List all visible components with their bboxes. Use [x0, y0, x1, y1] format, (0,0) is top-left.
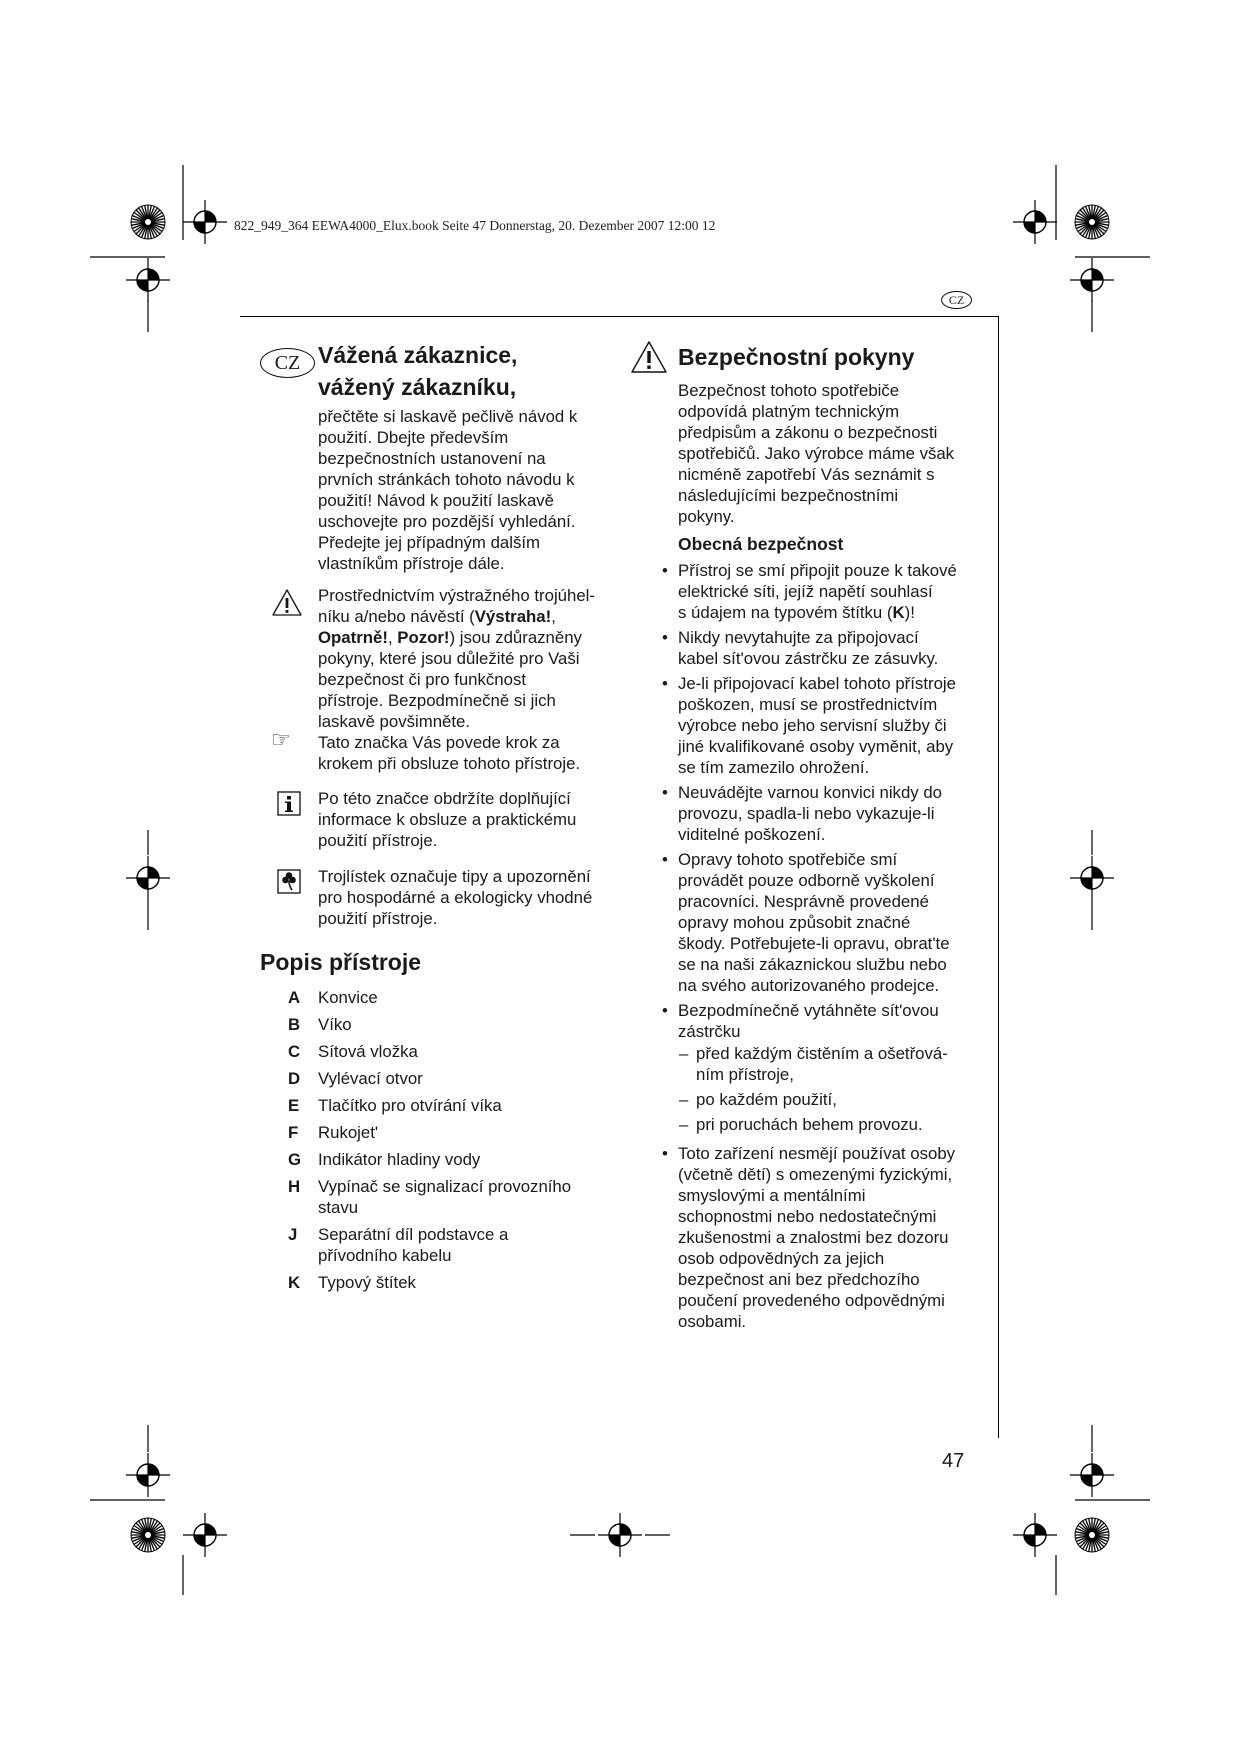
info-icon	[277, 791, 301, 816]
safety-item-line: výrobce nebo jeho servisní služby či	[678, 716, 947, 735]
safety-item-line: Opravy tohoto spotřebiče smí	[678, 850, 898, 869]
warning-line: Prostřednictvím výstražného trojúhel-	[318, 586, 595, 605]
part-item	[288, 1014, 618, 1035]
caution-keyword: Opatrně!	[318, 628, 388, 647]
rating-plate-key: K	[892, 603, 905, 622]
part-key: A	[288, 988, 301, 1007]
safety-item-line: Nikdy nevytahujte za připojovací	[678, 628, 919, 647]
part-label: Indikátor hladiny vody	[318, 1150, 481, 1169]
warning-line	[318, 627, 618, 648]
device-description-title: Popis přístroje	[260, 949, 422, 975]
part-label-line: Vypínač se signalizací provozního	[318, 1177, 572, 1196]
safety-subitem-line: pri poruchách behem provozu.	[696, 1115, 923, 1134]
safety-item-line: poučení provedeného odpovědnými	[678, 1291, 945, 1310]
bullet-marker: •	[662, 1144, 668, 1163]
right-margin-rule	[998, 316, 999, 1438]
safety-item	[662, 782, 982, 845]
safety-item	[662, 627, 982, 669]
safety-item-line: osob odpovědných za jejich	[678, 1249, 885, 1268]
part-item	[288, 1149, 618, 1170]
part-label: Víko	[318, 1015, 352, 1034]
language-badge	[260, 348, 315, 378]
safety-item	[662, 849, 982, 996]
safety-item-line: Toto zařízení nesmějí používat osoby	[678, 1144, 956, 1163]
safety-subitem	[679, 1043, 982, 1085]
header-rule	[240, 316, 999, 317]
warning-triangle-icon	[271, 588, 303, 617]
clover-note-line: použití přístroje.	[318, 909, 438, 928]
warning-line: laskavě povšimněte.	[318, 712, 471, 731]
part-label	[318, 1224, 618, 1266]
safety-list	[662, 560, 982, 1332]
safety-intro-line: předpisům a zákonu o bezpečnosti	[678, 423, 938, 442]
intro-line: uschovejte pro pozdější vyhledání.	[318, 512, 576, 531]
safety-item-line: smyslovými a mentálními	[678, 1186, 866, 1205]
safety-item-line: kabel sít'ovou zástrčku ze zásuvky.	[678, 649, 939, 668]
safety-intro-line: nicméně zapotřebí Vás seznámit s	[678, 465, 935, 484]
bullet-marker: •	[662, 674, 668, 693]
safety-item	[662, 1143, 982, 1332]
safety-item-line: schopnostmi nebo nedostatečnými	[678, 1207, 937, 1226]
intro-line: použití. Dbejte především	[318, 428, 509, 447]
part-label: Vylévací otvor	[318, 1069, 423, 1088]
greeting-title-line-2: vážený zákazníku,	[318, 374, 517, 400]
warning-note	[318, 585, 618, 732]
safety-intro-line: následujícími bezpečnostními	[678, 486, 899, 505]
part-item	[288, 1068, 618, 1089]
safety-warning-triangle-icon	[630, 340, 668, 374]
intro-line: bezpečnostních ustanovení na	[318, 449, 546, 468]
safety-intro-line: odpovídá platným technickým	[678, 402, 900, 421]
safety-instructions-title: Bezpečnostní pokyny	[678, 344, 915, 370]
warning-keyword: Výstraha!	[474, 607, 552, 626]
clover-icon	[277, 869, 301, 894]
safety-item-line: opravy mohou způsobit značné	[678, 913, 911, 932]
intro-line: Předejte jej případným dalším	[318, 533, 540, 552]
clover-note	[318, 866, 618, 929]
part-label: Typový štítek	[318, 1273, 416, 1292]
part-label: Tlačítko pro otvírání víka	[318, 1096, 502, 1115]
warning-text: níku a/nebo návěstí (	[318, 607, 475, 626]
intro-line: použití! Návod k použití laskavě	[318, 491, 554, 510]
part-key: B	[288, 1015, 301, 1034]
hand-note	[318, 732, 618, 774]
bullet-marker: •	[662, 561, 668, 580]
parts-list	[288, 987, 618, 1299]
printer-info-line: 822_949_364 EEWA4000_Elux.book Seite 47 Donnerstag, 20. Dezember 2007 12:00 12	[234, 218, 716, 233]
safety-item-line: zástrčku	[678, 1022, 741, 1041]
part-key: E	[288, 1096, 300, 1115]
safety-item-line: poškozen, musí se prostřednictvím	[678, 695, 938, 714]
safety-item-line: bezpečnost ani bez předchozího	[678, 1270, 920, 1289]
safety-subitem	[679, 1114, 982, 1135]
warning-text: ,	[551, 607, 556, 626]
part-label-line: Separátní díl podstavce a	[318, 1225, 509, 1244]
part-item	[288, 1272, 618, 1293]
safety-item-line: (včetně dětí) s omezenými fyzickými,	[678, 1165, 953, 1184]
warning-line: pokyny, které jsou důležité pro Vaši	[318, 649, 580, 668]
safety-subitem-line: ním přístroje,	[696, 1065, 794, 1084]
part-item	[288, 1041, 618, 1062]
warning-text: ,	[387, 628, 398, 647]
greeting-title	[318, 339, 517, 403]
part-key: D	[288, 1069, 301, 1088]
safety-item-line: provádět pouze odborně vyškolení	[678, 871, 935, 890]
info-note-line: použití přístroje.	[318, 831, 438, 850]
clover-note-line: pro hospodárné a ekologicky vhodné	[318, 888, 593, 907]
part-key: F	[288, 1123, 299, 1142]
safety-item-line: Přístroj se smí připojit pouze k takové	[678, 561, 957, 580]
part-item	[288, 1224, 618, 1266]
warning-line	[318, 606, 618, 627]
clover-note-line: Trojlístek označuje tipy a upozornění	[318, 867, 591, 886]
bullet-marker: •	[662, 783, 668, 802]
language-badge-label: CZ	[274, 351, 301, 374]
safety-item-line: provozu, spadla-li nebo vykazuje-li	[678, 804, 935, 823]
part-key: H	[288, 1177, 301, 1196]
info-note	[318, 788, 618, 851]
safety-item-line: Bezpodmínečně vytáhněte sít'ovou	[678, 1001, 939, 1020]
info-note-line: informace k obsluze a praktickému	[318, 810, 577, 829]
safety-subitem-line: před každým čistěním a ošetřová-	[696, 1044, 948, 1063]
part-key: C	[288, 1042, 301, 1061]
safety-item-line: se tím zamezilo ohrožení.	[678, 758, 870, 777]
info-note-line: Po této značce obdržíte doplňující	[318, 789, 571, 808]
part-label	[318, 1176, 618, 1218]
header-language-badge	[941, 291, 972, 309]
part-item	[288, 987, 618, 1008]
safety-item-line: viditelné poškození.	[678, 825, 826, 844]
intro-line: vlastníkům přístroje dále.	[318, 554, 505, 573]
bullet-marker: •	[662, 628, 668, 647]
safety-intro-line: pokyny.	[678, 507, 735, 526]
part-key: K	[288, 1273, 301, 1292]
safety-text: s údajem na typovém štítku (	[678, 603, 893, 622]
part-label-line: přívodního kabelu	[318, 1246, 452, 1265]
safety-item-line: škody. Potřebujete-li opravu, obrat'te	[678, 934, 950, 953]
safety-subitem-line: po každém použití,	[696, 1090, 837, 1109]
part-item	[288, 1095, 618, 1116]
hand-note-line: krokem při obsluze tohoto přístroje.	[318, 754, 581, 773]
intro-paragraph	[318, 406, 608, 574]
general-safety-title: Obecná bezpečnost	[678, 534, 844, 554]
safety-item-line: zkušenostmi a znalostmi bez dozoru	[678, 1228, 949, 1247]
greeting-title-line-1: Vážená zákaznice,	[318, 342, 518, 368]
part-label: Konvice	[318, 988, 378, 1007]
safety-intro-line: Bezpečnost tohoto spotřebiče	[678, 381, 900, 400]
safety-item-line: pracovníci. Nesprávně provedené	[678, 892, 929, 911]
part-label-line: stavu	[318, 1198, 359, 1217]
safety-item-line: osobami.	[678, 1312, 747, 1331]
intro-line: prvních stránkách tohoto návodu k	[318, 470, 575, 489]
safety-item	[662, 560, 982, 623]
pointing-hand-icon: ☞	[271, 728, 291, 753]
safety-item-line: Neuvádějte varnou konvici nikdy do	[678, 783, 942, 802]
safety-item	[662, 673, 982, 778]
safety-intro	[678, 380, 978, 527]
intro-line: přečtěte si laskavě pečlivě návod k	[318, 407, 578, 426]
warning-text: ) jsou zdůrazněny	[449, 628, 582, 647]
dash-marker: –	[679, 1115, 689, 1134]
dash-marker: –	[679, 1044, 689, 1063]
part-label: Rukojet'	[318, 1123, 379, 1142]
part-item	[288, 1122, 618, 1143]
dash-marker: –	[679, 1090, 689, 1109]
safety-item-line: Je-li připojovací kabel tohoto přístroje	[678, 674, 956, 693]
header-language-badge-label: CZ	[948, 292, 965, 307]
safety-item-line: jiné kvalifikované osoby vyměnit, aby	[678, 737, 954, 756]
bullet-marker: •	[662, 1001, 668, 1020]
safety-subitem	[679, 1089, 982, 1110]
part-key: G	[288, 1150, 302, 1169]
safety-item-line: elektrické síti, jejíž napětí souhlasí	[678, 582, 933, 601]
bullet-marker: •	[662, 850, 668, 869]
part-item	[288, 1176, 618, 1218]
page-number: 47	[942, 1450, 965, 1472]
safety-intro-line: spotřebičů. Jako výrobce máme však	[678, 444, 955, 463]
attention-keyword: Pozor!	[397, 628, 450, 647]
safety-item-line: se na naši zákaznickou službu nebo	[678, 955, 947, 974]
part-label: Sítová vložka	[318, 1042, 418, 1061]
warning-line: přístroje. Bezpodmínečně si jich	[318, 691, 556, 710]
safety-text: )!	[904, 603, 915, 622]
safety-item-line	[678, 602, 982, 623]
safety-item	[662, 1000, 982, 1135]
warning-line: bezpečnost či pro funkčnost	[318, 670, 527, 689]
safety-item-line: na svého autorizovaného prodejce.	[678, 976, 940, 995]
hand-note-line: Tato značka Vás povede krok za	[318, 733, 560, 752]
part-key: J	[288, 1225, 298, 1244]
